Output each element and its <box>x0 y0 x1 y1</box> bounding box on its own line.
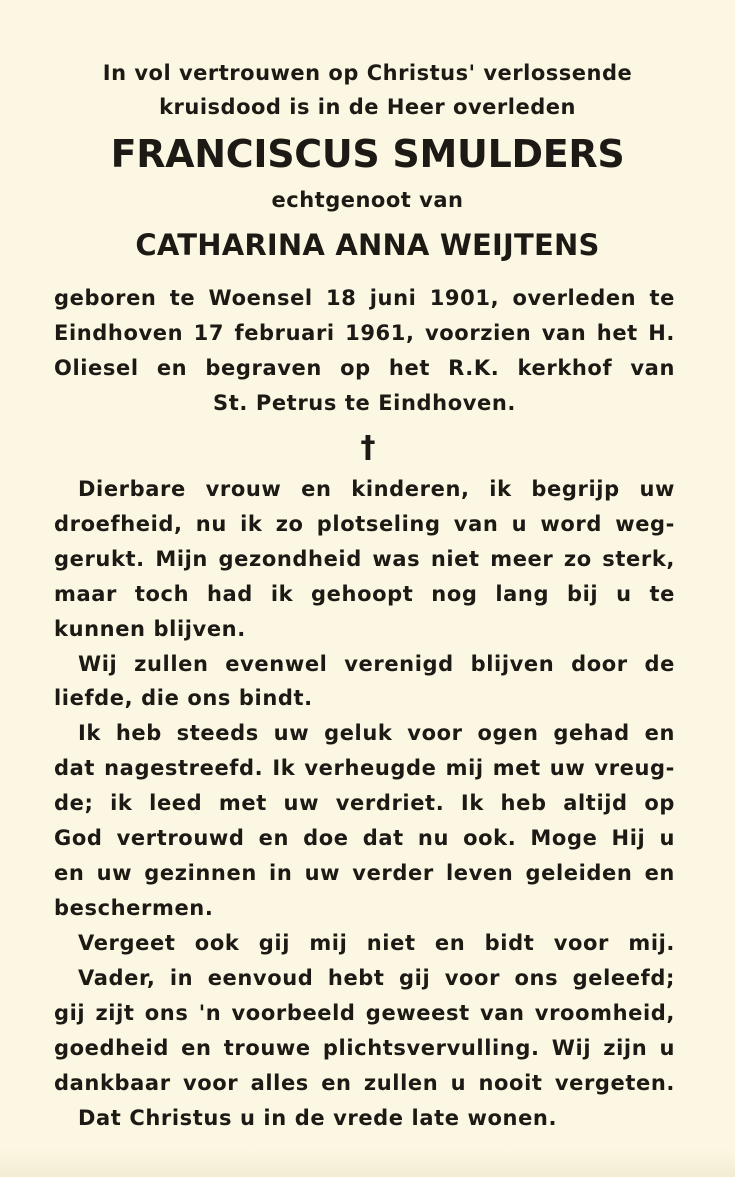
biography-line: Eindhoven 17 februari 1961, voorzien van het H. <box>54 321 675 345</box>
intro-line-1: In vol vertrouwen op Christus' verlossende <box>102 61 633 85</box>
cross-symbol: † <box>360 430 376 465</box>
spouse-prefix: echtgenoot van <box>271 188 464 212</box>
biography-line: geboren te Woensel 18 juni 1901, overleden te <box>54 286 675 310</box>
message-line: Wij zullen evenwel verenigd blijven door de <box>78 652 675 676</box>
message-line: droefheid, nu ik zo plotseling van u word weg- <box>54 512 675 536</box>
message-line: maar toch had ik gehoopt nog lang bij u te <box>54 582 675 606</box>
message-line: dankbaar voor alles en zullen u nooit vergeten. <box>54 1071 675 1095</box>
message-line: Dierbare vrouw en kinderen, ik begrijp uw <box>78 477 675 501</box>
message-line: liefde, die ons bindt. <box>54 686 313 710</box>
intro-line-2: kruisdood is in de Heer overleden <box>159 95 576 119</box>
message-line: God vertrouwd en doe dat nu ook. Moge Hij u <box>54 826 675 850</box>
biography-line: Oliesel en begraven op het R.K. kerkhof van <box>54 356 675 380</box>
message-line: de; ik leed met uw verdriet. Ik heb altijd op <box>54 791 675 815</box>
message-line: kunnen blijven. <box>54 617 246 641</box>
message-line: gerukt. Mijn gezondheid was niet meer zo sterk, <box>54 547 675 571</box>
message-line: gij zijt ons 'n voorbeeld geweest van vroomheid, <box>54 1001 675 1025</box>
message-line: Ik heb steeds uw geluk voor ogen gehad en <box>78 721 675 745</box>
message-line: goedheid en trouwe plichtsvervulling. Wij zijn u <box>54 1036 675 1060</box>
message-line: Dat Christus u in de vrede late wonen. <box>78 1106 558 1130</box>
message-line: en uw gezinnen in uw verder leven geleiden en <box>54 861 675 885</box>
spouse-name: CATHARINA ANNA WEIJTENS <box>135 228 600 262</box>
message-line: Vergeet ook gij mij niet en bidt voor mij. <box>78 931 675 955</box>
message-line: beschermen. <box>54 896 214 920</box>
message-line: dat nagestreefd. Ik verheugde mij met uw vreug- <box>54 756 675 780</box>
biography-line: St. Petrus te Eindhoven. <box>213 391 516 415</box>
card-bottom-edge <box>0 1149 735 1177</box>
deceased-name: FRANCISCUS SMULDERS <box>110 132 625 176</box>
message-line: Vader, in eenvoud hebt gij voor ons geleefd; <box>78 966 675 990</box>
intro-text <box>60 56 675 124</box>
